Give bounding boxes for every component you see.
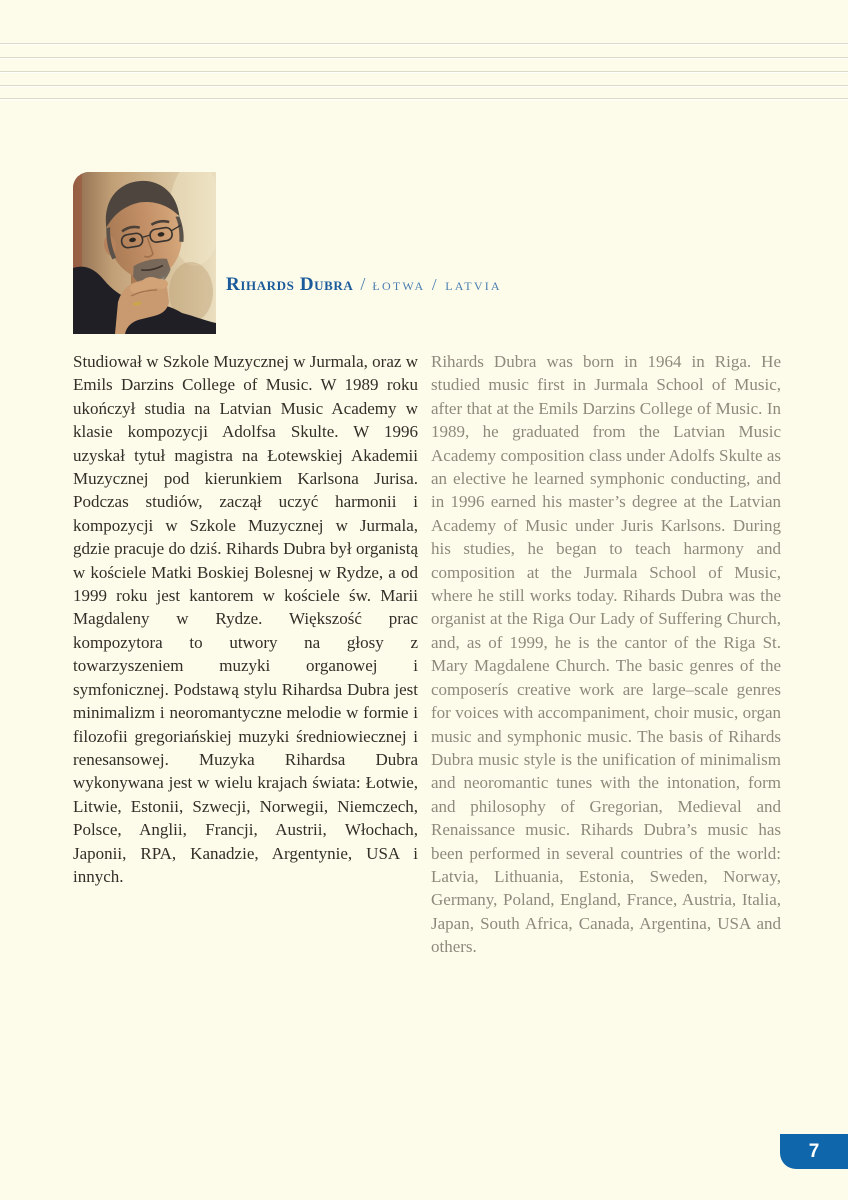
staff-line [0, 57, 848, 58]
page-number: 7 [808, 1140, 820, 1162]
composer-name: Rihards Dubra [226, 274, 354, 295]
staff-line [0, 71, 848, 72]
composer-heading [226, 274, 502, 296]
staff-line [0, 85, 848, 86]
composer-photo [73, 172, 216, 334]
music-staff-decoration [0, 0, 848, 110]
bio-column-english: Rihards Dubra was born in 1964 in Riga. He studied music first in Jurmala School of Music, after that at the Emils Darzins College of Music. In 1989, he graduated from the Latvian Music Academy composition class under Adolfs Skulte as an elective he learned symphonic conducting, and in 1996 earned his master’s degree at the Latvian Academy of Music under Juris Karlsons. During his studies, he began to teach harmony and composition at the Jurmala School of Music, where he still works today. Rihards Dubra was the organist at the Riga Our Lady of Suffering Church, and, as of 1999, he is the cantor of the Riga St. Mary Magdalene Church. The basic genres of the composerís creative work are large–scale genres for voices with accompaniment, choir music, organ music and symphonic music. The basis of Rihards Dubra music style is the unification of minimalism and neoromantic tunes with the intonation, form and philosophy of Gregorian, Medieval and Renaissance music. Rihards Dubra’s music has been performed in several countries of the world: Latvia, Lithuania, Estonia, Sweden, Norway, Germany, Poland, England, France, Austria, Italia, Japan, South Africa, Canada, Argentina, USA and others. [431, 352, 781, 957]
staff-line [0, 98, 848, 99]
composer-photo-illustration [73, 172, 216, 334]
page-number-badge [780, 1134, 848, 1169]
composer-countries: łotwa / latvia [372, 275, 502, 294]
heading-separator: / [360, 274, 366, 294]
bio-column-polish: Studiował w Szkole Muzycznej w Jurmala, oraz w Emils Darzins College of Music. W 1989 roku ukończył studia na Latvian Music Academy w klasie kompozycji Adolfsa Skulte. W 1996 uzyskał tytuł magistra na Łotewskiej Akademii Muzycznej pod kierunkiem Karlsona Jurisa. Podczas studiów, zaczął uczyć harmonii i kompozycji w Szkole Muzycznej w Jurmala, gdzie pracuje do dziś. Rihards Dubra był organistą w kościele Matki Boskiej Bolesnej w Rydze, a od 1999 roku jest kantorem w kościele św. Marii Magdaleny w Rydze. Większość prac kompozytora to utwory na głosy z towarzyszeniem muzyki organowej i symfonicznej. Podstawą stylu Rihardsa Dubra jest minimalizm i neoromantyczne melodie w formie i filozofii gregoriańskiej muzyki średniowiecznej i renesansowej. Muzyka Rihardsa Dubra wykonywana jest w wielu krajach świata: Łotwie, Litwie, Estonii, Szwecji, Norwegii, Niemczech, Polsce, Anglii, Francji, Austrii, Włochach, Japonii, RPA, Kanadzie, Argentynie, USA i innych. [73, 352, 418, 886]
staff-line [0, 43, 848, 44]
